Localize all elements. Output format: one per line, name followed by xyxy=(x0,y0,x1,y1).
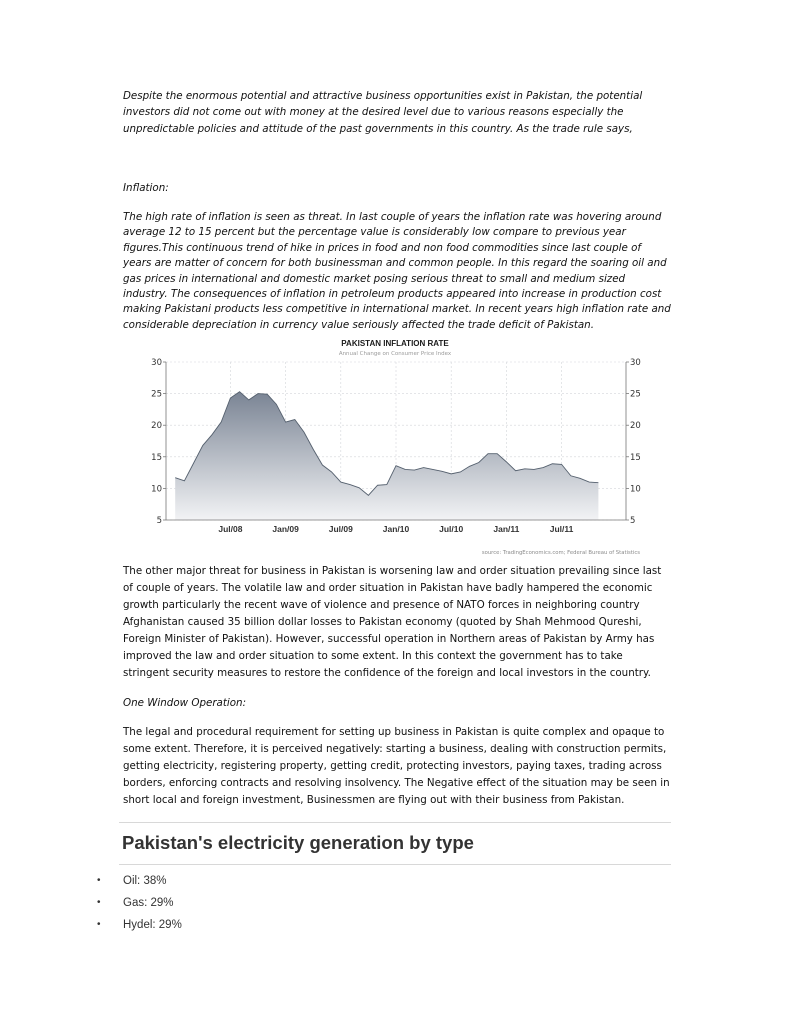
section-divider-top xyxy=(119,822,671,823)
y-tick-label-right: 25 xyxy=(630,389,641,400)
list-item-text: Oil: 38% xyxy=(123,875,167,887)
y-tick-label-left: 25 xyxy=(151,389,162,400)
y-tick-label-right: 20 xyxy=(630,421,641,432)
x-tick-label: Jul/10 xyxy=(439,524,464,534)
chart-title: PAKISTAN INFLATION RATE xyxy=(341,339,449,348)
y-tick-label-left: 20 xyxy=(151,421,162,432)
y-tick-label-left: 10 xyxy=(151,484,162,495)
one-window-operation-paragraph: The legal and procedural requirement for setting up business in Pakistan is quite complex and opaque to some extent. Therefore, it is perceived negatively: starting a business, dealing with construction permits, getting electricity, registering property, getting credit, protecting investors, paying taxes, trading across borders, enforcing contracts and resolving insolvency. The Negative effect of the situation may be seen in short local and foreign investment, Businessmen are flying out with their business from Pakistan. xyxy=(123,726,670,806)
list-item xyxy=(95,914,182,936)
y-tick-label-right: 5 xyxy=(630,516,636,526)
y-tick-label-right: 15 xyxy=(630,452,641,463)
chart-subtitle: Annual Change on Consumer Price Index xyxy=(338,351,452,357)
section-divider-bottom xyxy=(119,864,671,865)
x-tick-label: Jan/10 xyxy=(382,524,410,534)
chart-source: source: TradingEconomics.com; Federal Bureau of Statistics xyxy=(481,550,640,556)
inflation-paragraph: The high rate of inflation is seen as threat. In last couple of years the inflation rate was hovering around average 12 to 15 percent but the percentage value is considerably low compare to previous year figures.This continuous trend of hike in prices in food and non food commodities since last couple of years are matter of concern for both businessman and common people. In this regard the soaring oil and gas prices in international and domestic market posing serious threat to small and medium sized industry. The consequences of inflation in petroleum products appeared into increase in production cost making Pakistani products less competitive in international market. In recent years high inflation rate and considerable depreciation in currency value seriously affected the trade deficit of Pakistan. xyxy=(123,211,671,331)
x-tick-label: Jan/11 xyxy=(493,524,520,534)
y-tick-label-left: 5 xyxy=(156,516,162,526)
section-title: Pakistan's electricity generation by type xyxy=(122,832,474,853)
list-item xyxy=(95,870,182,892)
series-area xyxy=(175,392,598,520)
electricity-generation-list xyxy=(95,870,182,936)
bullet-icon: • xyxy=(97,919,101,930)
y-tick-label-right: 10 xyxy=(630,484,641,495)
chart-series xyxy=(175,392,598,520)
intro-paragraph: Despite the enormous potential and attractive business opportunities exist in Pakistan, the potential investors did not come out with money at the desired level due to various reasons especially the unpredictable policies and attitude of the past governments in this country. As the trade rule says, xyxy=(123,90,643,135)
list-item-text: Gas: 29% xyxy=(123,897,174,909)
y-tick-label-left: 15 xyxy=(151,452,162,463)
bullet-icon: • xyxy=(97,897,101,908)
bullet-icon: • xyxy=(97,875,101,886)
law-and-order-paragraph: The other major threat for business in Pakistan is worsening law and order situation prevailing since last of couple of years. The volatile law and order situation in Pakistan have badly hampered the economic growth particularly the recent wave of violence and presence of NATO forces in neighboring country Afghanistan caused 35 billion dollar losses to Pakistan economy (quoted by Shah Mehmood Qureshi, Foreign Minister of Pakistan). However, successful operation in Northern areas of Pakistan by Army has improved the law and order situation to some extent. In this context the government has to take stringent security measures to restore the confidence of the foreign and local investors in the country. xyxy=(123,565,662,679)
inflation-chart xyxy=(120,338,650,560)
x-tick-label: Jul/09 xyxy=(328,524,353,534)
x-tick-label: Jan/09 xyxy=(272,524,299,534)
one-window-operation-heading: One Window Operation: xyxy=(123,697,247,709)
y-tick-label-right: 30 xyxy=(630,358,641,368)
x-tick-label: Jul/08 xyxy=(218,524,243,534)
x-tick-label: Jul/11 xyxy=(549,524,574,534)
inflation-heading: Inflation: xyxy=(123,182,169,194)
y-tick-label-left: 30 xyxy=(151,358,162,368)
list-item xyxy=(95,892,182,914)
list-item-text: Hydel: 29% xyxy=(123,919,182,931)
